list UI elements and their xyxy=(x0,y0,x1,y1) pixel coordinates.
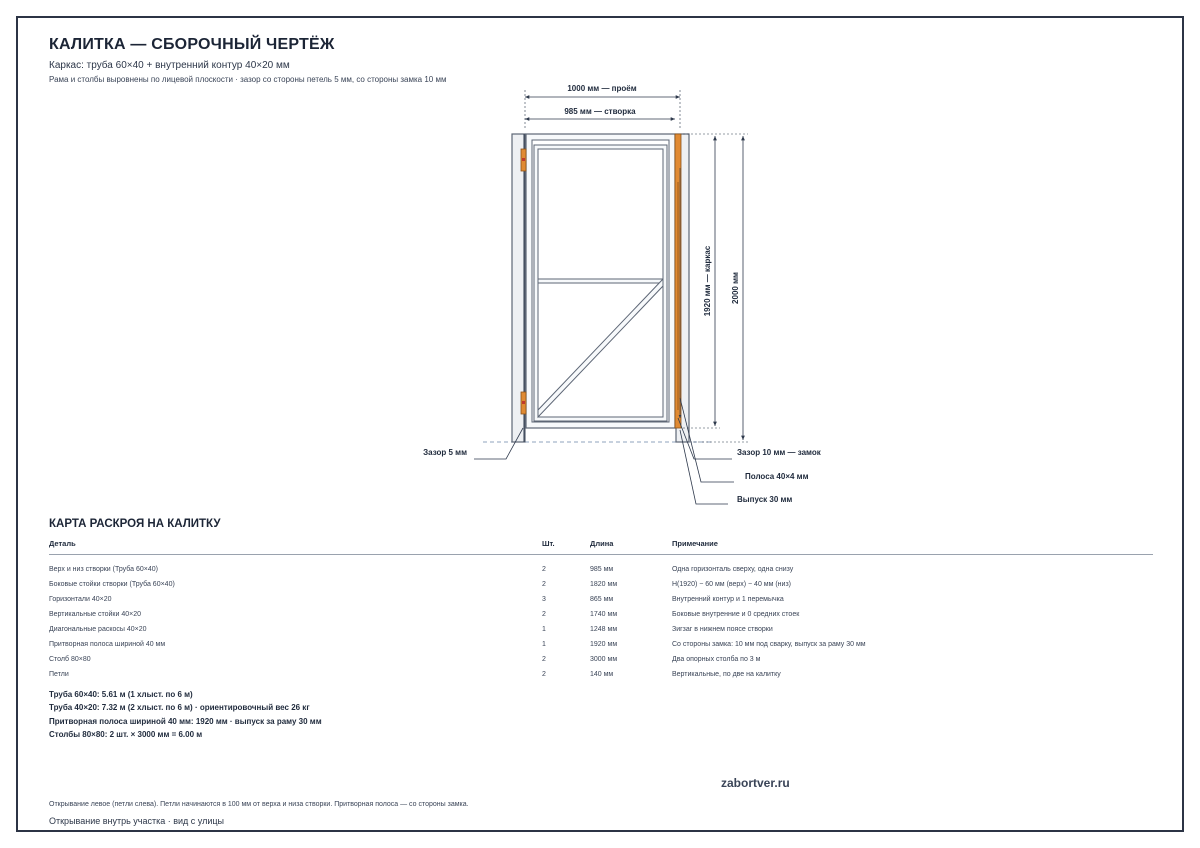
table-row xyxy=(49,562,1153,577)
cell-part: Вертикальные стойки 40×20 xyxy=(49,611,142,618)
dim-label-opening: 1000 мм — проём xyxy=(567,84,637,93)
table-row xyxy=(49,622,1153,637)
footer-view: Открывание внутрь участка · вид с улицы xyxy=(49,816,225,826)
callout-strip: Полоса 40×4 мм xyxy=(745,472,809,481)
cell-length: 3000 мм xyxy=(590,656,618,663)
total-pipe-60x40: Труба 60×40: 5.61 м (1 хлыст. по 6 м) xyxy=(49,690,193,699)
cell-qty: 2 xyxy=(542,611,546,618)
footer-note: Открывание левое (петли слева). Петли начинаются в 100 мм от верха и низа створки. Притворная полоса — со стороны замка. xyxy=(49,801,469,808)
cut-map-table xyxy=(49,538,1153,682)
callout-gap-hinge: Зазор 5 мм xyxy=(423,448,467,457)
cut-map-header-row xyxy=(49,538,1153,554)
col-header-part: Деталь xyxy=(49,538,542,554)
drawing-sheet xyxy=(16,16,1184,832)
dim-label-total-height: 2000 мм xyxy=(731,272,740,304)
cell-note: Одна горизонталь сверху, одна снизу xyxy=(672,566,794,573)
cell-length: 1820 мм xyxy=(590,581,618,588)
callout-gap-lock: Зазор 10 мм — замок xyxy=(737,448,821,457)
dim-label-leaf: 985 мм — створка xyxy=(564,107,636,116)
cell-length: 985 мм xyxy=(590,566,614,573)
cell-note: Два опорных столба по 3 м xyxy=(672,656,761,663)
cell-qty: 2 xyxy=(542,581,546,588)
total-posts: Столбы 80×80: 2 шт. × 3000 мм = 6.00 м xyxy=(49,729,203,739)
cell-note: H(1920) − 60 мм (верх) − 40 мм (низ) xyxy=(672,581,792,588)
col-header-length: Длина xyxy=(590,538,672,554)
cell-length: 1920 мм xyxy=(590,641,618,648)
col-header-note: Примечание xyxy=(672,538,1153,554)
cell-part: Диагональные раскосы 40×20 xyxy=(49,626,147,633)
alignment-note: Рама и столбы выровнены по лицевой плоскости · зазор со стороны петель 5 мм, со стороны замка 10 мм xyxy=(49,75,447,84)
cell-length: 1740 мм xyxy=(590,611,618,618)
total-pipe-40x20: Труба 40×20: 7.32 м (2 хлыст. по 6 м) · ориентировочный вес 26 кг xyxy=(49,703,310,713)
table-row xyxy=(49,592,1153,607)
middle-crossbar xyxy=(538,279,663,283)
cut-map-title: КАРТА РАСКРОЯ НА КАЛИТКУ xyxy=(49,518,221,530)
table-row xyxy=(49,637,1153,652)
dim-label-frame-height: 1920 мм — каркас xyxy=(703,245,712,317)
page-title: КАЛИТКА — СБОРОЧНЫЙ ЧЕРТЁЖ xyxy=(49,36,335,53)
cell-part: Боковые стойки створки (Труба 60×40) xyxy=(49,581,175,588)
table-row xyxy=(49,607,1153,622)
bottom-hinge-pin xyxy=(522,401,525,404)
cell-qty: 2 xyxy=(542,656,546,663)
cell-note: Внутренний контур и 1 перемычка xyxy=(672,596,784,603)
cell-qty: 2 xyxy=(542,671,546,678)
table-row xyxy=(49,667,1153,682)
cell-length: 865 мм xyxy=(590,596,614,603)
cell-part: Горизонтали 40×20 xyxy=(49,596,112,603)
material-totals xyxy=(49,688,322,741)
cell-part: Столб 80×80 xyxy=(49,656,91,663)
cell-part: Петли xyxy=(49,671,69,678)
table-row xyxy=(49,652,1153,667)
total-strip: Притворная полоса шириной 40 мм: 1920 мм · выпуск за раму 30 мм xyxy=(49,716,322,726)
cell-part: Притворная полоса шириной 40 мм xyxy=(49,641,166,648)
cell-qty: 3 xyxy=(542,596,546,603)
callout-overhang: Выпуск 30 мм xyxy=(737,495,793,504)
cell-length: 1248 мм xyxy=(590,626,618,633)
brand-label: zabortver.ru xyxy=(721,776,790,790)
table-row xyxy=(49,577,1153,592)
cell-note: Со стороны замка: 10 мм под сварку, выпуск за раму 30 мм xyxy=(672,641,866,648)
col-header-qty: Шт. xyxy=(542,538,590,554)
top-hinge-pin xyxy=(522,158,525,161)
cell-qty: 2 xyxy=(542,566,546,573)
cell-qty: 1 xyxy=(542,626,546,633)
cell-note: Боковые внутренние и 0 средних стоек xyxy=(672,611,800,618)
cell-length: 140 мм xyxy=(590,671,614,678)
cell-part: Верх и низ створки (Труба 60×40) xyxy=(49,566,158,573)
cell-qty: 1 xyxy=(542,641,546,648)
page-subtitle: Каркас: труба 60×40 + внутренний контур 40×20 мм xyxy=(49,60,290,71)
cell-note: Зигзаг в нижнем поясе створки xyxy=(672,626,773,633)
cell-note: Вертикальные, по две на калитку xyxy=(672,671,781,678)
